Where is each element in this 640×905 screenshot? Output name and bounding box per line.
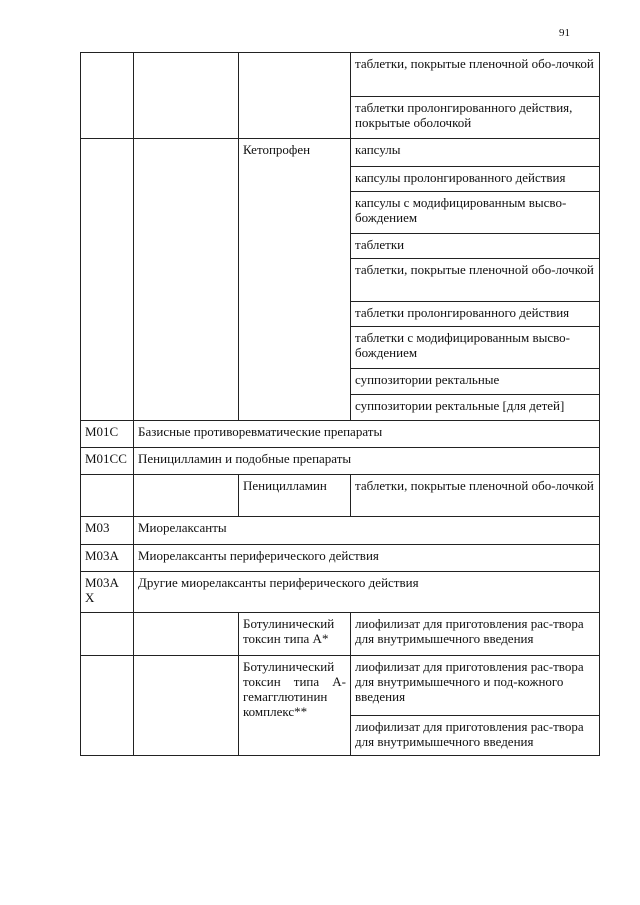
drug-name: Пеницилламин bbox=[239, 475, 351, 517]
table-row bbox=[81, 139, 600, 167]
dosage-form: таблетки, покрытые пленочной обо-лочкой bbox=[351, 259, 600, 302]
dosage-form: таблетки, покрытые пленочной обо-лочкой bbox=[351, 475, 600, 517]
table-row bbox=[81, 656, 600, 716]
atc-group-title: Пеницилламин и подобные препараты bbox=[134, 448, 600, 475]
atc-code-cell bbox=[81, 53, 134, 139]
dosage-form: капсулы bbox=[351, 139, 600, 167]
table-row bbox=[81, 53, 600, 97]
atc-code: M03A bbox=[81, 545, 134, 572]
table-row bbox=[81, 517, 600, 545]
atc-group-cell bbox=[134, 139, 239, 421]
atc-group-title: Миорелаксанты bbox=[134, 517, 600, 545]
atc-code-cell bbox=[81, 139, 134, 421]
atc-group-title: Миорелаксанты периферического действия bbox=[134, 545, 600, 572]
atc-code: M03 bbox=[81, 517, 134, 545]
table-row bbox=[81, 613, 600, 656]
atc-group-title: Базисные противоревматические препараты bbox=[134, 421, 600, 448]
drug-name: Ботулинический токсин типа А* bbox=[239, 613, 351, 656]
table-row bbox=[81, 448, 600, 475]
dosage-form: суппозитории ректальные bbox=[351, 369, 600, 395]
atc-code-cell bbox=[81, 613, 134, 656]
dosage-form: лиофилизат для приготовления рас-твора для внутримышечного введения bbox=[351, 716, 600, 756]
atc-code-cell bbox=[81, 656, 134, 756]
atc-code: M01C bbox=[81, 421, 134, 448]
dosage-form: таблетки пролонгированного действия bbox=[351, 302, 600, 327]
atc-group-cell bbox=[134, 53, 239, 139]
table-row bbox=[81, 421, 600, 448]
atc-group-title: Другие миорелаксанты периферического действия bbox=[134, 572, 600, 613]
atc-group-cell bbox=[134, 613, 239, 656]
dosage-form: суппозитории ректальные [для детей] bbox=[351, 395, 600, 421]
dosage-form: таблетки bbox=[351, 234, 600, 259]
dosage-form: таблетки с модифицированным высво-бождением bbox=[351, 327, 600, 369]
dosage-form: капсулы пролонгированного действия bbox=[351, 167, 600, 192]
table-row bbox=[81, 572, 600, 613]
dosage-form: лиофилизат для приготовления рас-твора для внутримышечного введения bbox=[351, 613, 600, 656]
dosage-form: лиофилизат для приготовления рас-твора для внутримышечного и под-кожного введения bbox=[351, 656, 600, 716]
page-number: 91 bbox=[559, 27, 570, 39]
drug-name: Ботулинический токсин типа А-гемагглютинин комплекс** bbox=[239, 656, 351, 756]
table-row bbox=[81, 475, 600, 517]
atc-code: M01CC bbox=[81, 448, 134, 475]
dosage-form: таблетки пролонгированного действия, покрытые оболочкой bbox=[351, 97, 600, 139]
atc-code: M03A X bbox=[81, 572, 134, 613]
dosage-form: таблетки, покрытые пленочной обо-лочкой bbox=[351, 53, 600, 97]
atc-group-cell bbox=[134, 475, 239, 517]
table-row bbox=[81, 545, 600, 572]
atc-group-cell bbox=[134, 656, 239, 756]
atc-code-cell bbox=[81, 475, 134, 517]
dosage-form: капсулы с модифицированным высво-бождением bbox=[351, 192, 600, 234]
drug-name-cell bbox=[239, 53, 351, 139]
drug-table bbox=[80, 52, 600, 756]
drug-name: Кетопрофен bbox=[239, 139, 351, 421]
